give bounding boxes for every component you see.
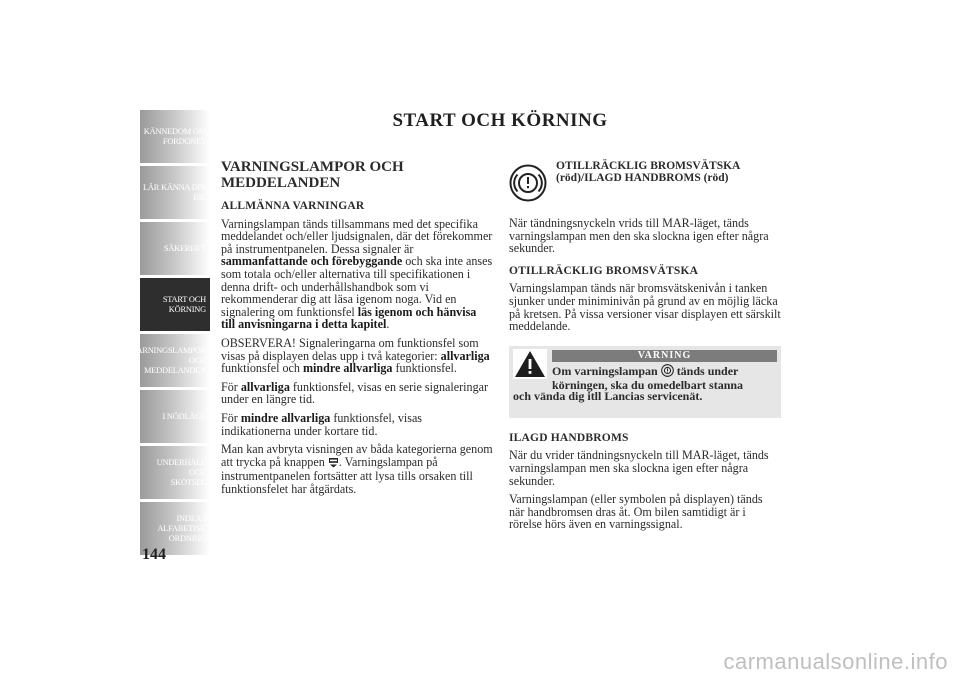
- tab-label: I NÖDLÄGE: [162, 411, 206, 421]
- tab-underhall-och-skotsel[interactable]: [140, 445, 210, 499]
- text: .: [386, 317, 390, 332]
- paragraph-allvarliga: [221, 381, 493, 406]
- tab-lar-kanna-din-bil[interactable]: [140, 165, 210, 219]
- paragraph-handbroms-signal: Varningslampan (eller symbolen på displayen) tänds när handbromsen dras åt. Om bilen samtidigt är i rörelse hörs även en varningssignal.: [509, 492, 763, 532]
- text: För: [221, 410, 241, 425]
- text: funktionsfel.: [392, 361, 457, 376]
- text: funktionsfel, visas en serie signaleringar under en längre tid.: [221, 379, 489, 407]
- subheading-allmanna-varningar: ALLMÄNNA VARNINGAR: [221, 200, 365, 212]
- subheading-ilagd-handbroms: ILAGD HANDBROMS: [509, 431, 629, 444]
- text: Om varningslampan: [552, 363, 661, 378]
- text: Varningslampan tänds tillsammans med det specifika meddelandet och/eller ljudsignalen, där det förekommer på instrumentpanelen. Dessa signaler är: [221, 216, 493, 256]
- tab-label: VARNINGSLAMPOR OCH MEDDELANDEN: [131, 345, 206, 375]
- bold-text: mindre allvarliga: [240, 410, 331, 425]
- watermark: carmanualsonline.info: [723, 649, 948, 674]
- bold-text: allvarliga: [240, 379, 290, 394]
- warning-triangle-icon: [513, 349, 547, 379]
- text: För: [221, 379, 241, 394]
- tab-label: LÄR KÄNNA DIN BIL: [142, 182, 206, 202]
- text: OBSERVERA! Signaleringarna om funktionsfel som visas på displayen delas upp i två kategorier:: [221, 335, 479, 363]
- tab-label: KÄNNEDOM OM FORDONET: [143, 126, 206, 146]
- tab-start-och-korning[interactable]: [140, 277, 210, 331]
- brake-warning-title: OTILLRÄCKLIG BROMSVÄTSKA (röd)/ILAGD HANDBROMS (röd): [556, 160, 740, 184]
- warning-box: [509, 346, 781, 418]
- paragraph-observera: [221, 337, 493, 375]
- text: och ska inte anses som totala och/eller alternativa till specifikationen i denna drift- och underhållshandbok som vi rekommenderar dig att läsa igenom noga. Vid en signalering om funktionsfel: [221, 254, 493, 319]
- chapter-tabs: [131, 109, 210, 557]
- tab-sakerhet[interactable]: [140, 221, 210, 275]
- text: . Varningslampan på instrumentpanelen fortsätter att lysa tills orsaken till funktionsfelet har åtgärdats.: [221, 454, 473, 496]
- tab-varningslampor[interactable]: [131, 333, 210, 387]
- text: tänds under körningen, ska du omedelbart stanna: [552, 363, 744, 393]
- paragraph-bromsvatska: Varningslampan tänds när bromsvätskenivån i tanken sjunker under miniminivån på grund av en möjlig läcka på kretsen. På vissa versioner visar displayen ett särskilt meddelande.: [509, 281, 781, 334]
- paragraph-handbroms-mar: När du vrider tändningsnyckeln till MAR-läget, tänds varningslampan men ska slockna igen efter några sekunder.: [509, 448, 769, 488]
- brake-warning-block: [509, 158, 781, 210]
- text: funktionsfel och: [221, 361, 303, 376]
- right-column: [509, 158, 781, 537]
- page-title: START OCH KÖRNING: [392, 110, 608, 131]
- brake-warning-icon: [509, 164, 547, 202]
- tab-label: INDEX I ALFABETISK ORDNING: [157, 513, 206, 543]
- subheading-otillracklig-bromsvatska: OTILLRÄCKLIG BROMSVÄTSKA: [509, 264, 699, 277]
- tab-kannedom-om-fordonet[interactable]: [140, 109, 210, 163]
- page-number: 144: [142, 546, 166, 563]
- tab-label: SÄKERHET: [163, 243, 206, 253]
- warning-text: [552, 364, 777, 392]
- left-column: [221, 160, 493, 501]
- warning-text-continued: och vända dig itll Lancias servicenät.: [513, 388, 703, 403]
- warning-header: VARNING: [552, 350, 777, 362]
- bold-text: allvarliga: [440, 348, 490, 363]
- tab-label: UNDERHÅLL OCH SKÖTSEL: [156, 457, 206, 487]
- tab-label: START OCH KÖRNING: [162, 294, 206, 314]
- paragraph-mar-lage: När tändningsnyckeln vrids till MAR-läget, tänds varningslampan men den ska slockna igen efter några sekunder.: [509, 216, 769, 256]
- paragraph-avbryta: [221, 443, 493, 495]
- text: Man kan avbryta visningen av båda kategorierna genom att trycka på knappen: [221, 442, 493, 469]
- tab-i-nodlage[interactable]: [140, 389, 210, 443]
- menu-button-icon: [328, 457, 339, 471]
- bold-text: läs igenom och hänvisa till anvisningarna i detta kapitel: [221, 304, 477, 332]
- brake-warning-icon-inline: [661, 364, 674, 380]
- bold-text: mindre allvarliga: [302, 361, 393, 376]
- bold-text: sammanfattande och förebyggande: [221, 254, 403, 269]
- section-heading: VARNINGSLAMPOR OCH MEDDELANDEN: [221, 159, 404, 191]
- paragraph-mindre-allvarliga: [221, 412, 493, 437]
- paragraph-intro: [221, 218, 493, 331]
- text: funktionsfel, visas indikationerna under kortare tid.: [221, 410, 423, 438]
